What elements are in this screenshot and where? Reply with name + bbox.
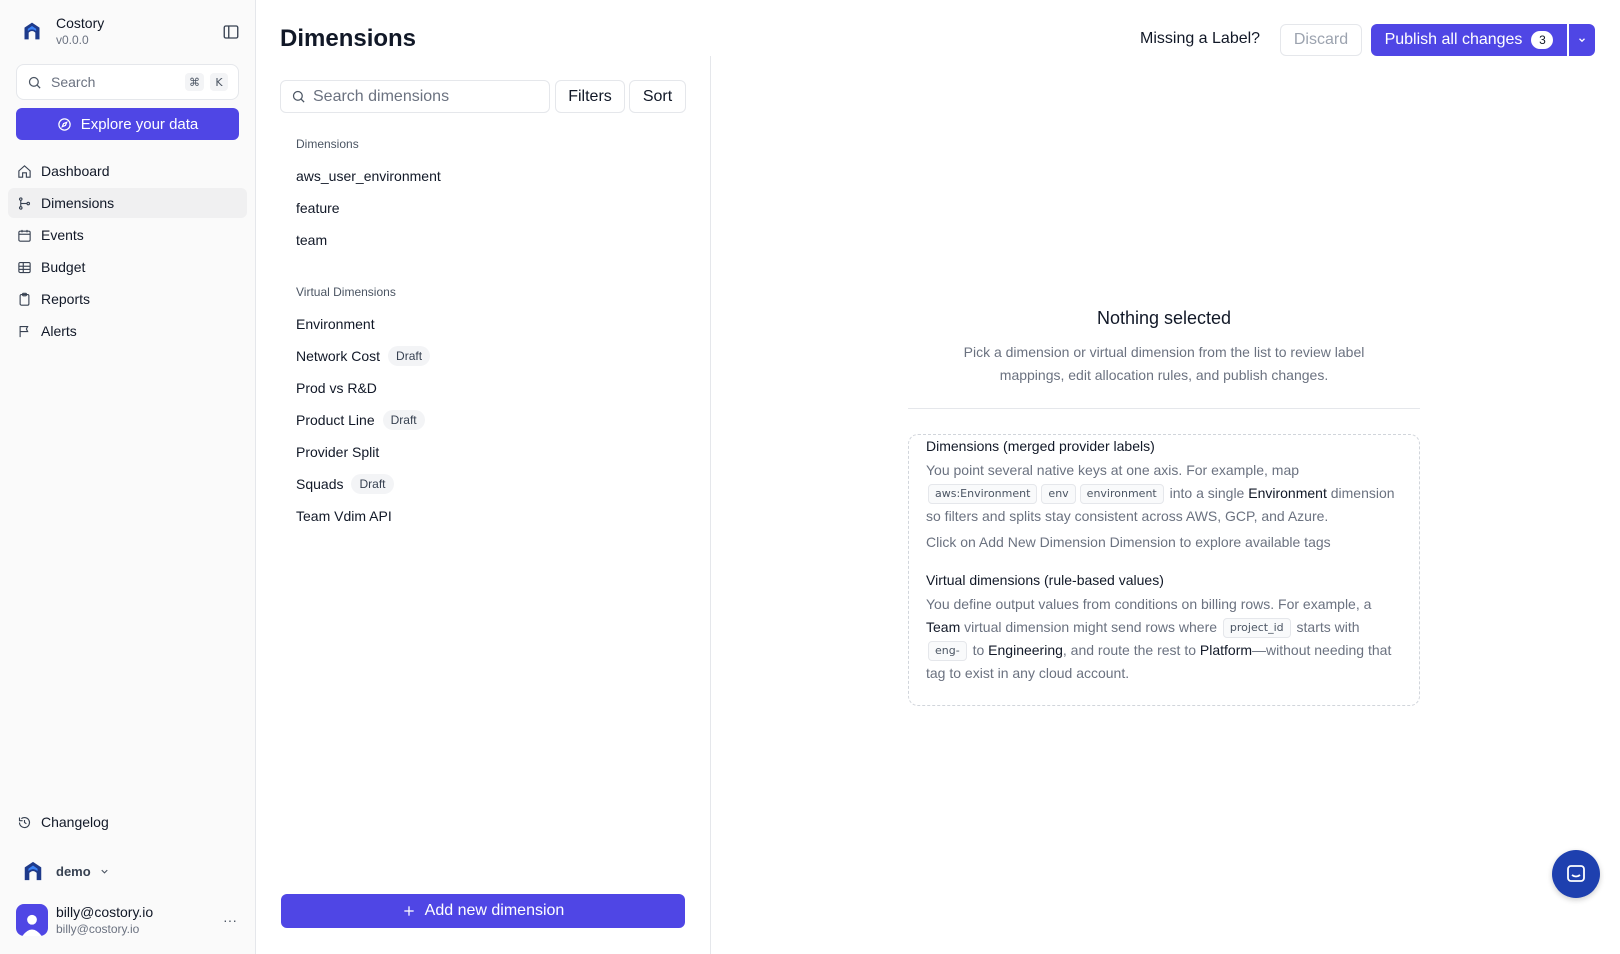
info-text: dimension so filters and splits stay consistent across AWS, GCP, and Azure.: [926, 485, 1395, 524]
shortcut-cmd: ⌘: [185, 73, 204, 91]
info-text: You define output values from conditions on billing rows. For example, a: [926, 596, 1372, 612]
chevron-down-icon: [1577, 35, 1587, 45]
list-item[interactable]: [296, 192, 441, 224]
sidebar-item-label: Budget: [41, 259, 86, 275]
page-title: Dimensions: [280, 25, 417, 52]
code-tag: aws:Environment: [928, 484, 1037, 504]
info-paragraph-dimensions: [926, 459, 1402, 528]
dimension-search-input[interactable]: [280, 80, 550, 113]
sidebar-item-reports[interactable]: [8, 284, 247, 314]
dimensions-section-label: Dimensions: [296, 137, 359, 151]
publish-label: Publish all changes: [1384, 31, 1523, 48]
list-item[interactable]: [296, 500, 430, 532]
list-item-label: Squads: [296, 476, 344, 492]
info-strong: Environment: [1248, 485, 1327, 501]
changelog-link[interactable]: [17, 814, 109, 830]
info-strong: Engineering: [988, 642, 1063, 658]
workspace-logo-icon: [22, 860, 44, 882]
publish-options-button[interactable]: [1569, 24, 1595, 56]
calendar-icon: [17, 228, 32, 243]
list-item[interactable]: [296, 308, 430, 340]
history-icon: [17, 815, 32, 830]
code-tag: project_id: [1223, 618, 1291, 638]
info-text: , and route the rest to: [1062, 642, 1196, 658]
discard-button[interactable]: Discard: [1280, 24, 1362, 56]
sidebar-item-dimensions[interactable]: [8, 188, 247, 218]
brand[interactable]: [22, 14, 104, 48]
user-menu[interactable]: [16, 903, 246, 937]
info-text: to: [972, 642, 985, 658]
code-tag: env: [1041, 484, 1075, 504]
chat-support-button[interactable]: [1552, 850, 1600, 898]
sidebar-item-label: Reports: [41, 291, 91, 307]
list-item-label: team: [296, 232, 328, 248]
info-heading-virtual: Virtual dimensions (rule-based values): [926, 572, 1164, 588]
app-version: v0.0.0: [56, 33, 89, 47]
info-paragraph-hint: Click on Add New Dimension Dimension to explore available tags: [926, 534, 1331, 550]
user-icon: [19, 910, 45, 936]
clipboard-icon: [17, 292, 32, 307]
missing-label-link[interactable]: Missing a Label?: [1140, 30, 1261, 47]
user-email: billy@costory.io: [56, 922, 140, 936]
sidebar-item-budget[interactable]: [8, 252, 247, 282]
search-icon: [291, 89, 306, 104]
code-tag: eng-: [928, 641, 967, 661]
add-new-dimension-button[interactable]: [281, 894, 685, 928]
more-options-icon[interactable]: ···: [223, 912, 237, 928]
costory-logo-icon: [22, 21, 42, 41]
search-icon: [27, 75, 42, 90]
sidebar-item-dashboard[interactable]: [8, 156, 247, 186]
home-icon: [17, 164, 32, 179]
draft-badge: Draft: [383, 410, 425, 430]
git-fork-icon: [17, 196, 32, 211]
list-item-label: Product Line: [296, 412, 375, 428]
virtual-dimensions-list: [296, 308, 430, 532]
sidebar-toggle-icon[interactable]: [222, 23, 240, 41]
app-name: Costory: [56, 15, 105, 31]
list-item-label: Prod vs R&D: [296, 380, 377, 396]
workspace-name: demo: [56, 863, 91, 879]
add-new-dimension-label: Add new dimension: [424, 902, 565, 919]
draft-badge: Draft: [388, 346, 430, 366]
list-item[interactable]: [296, 404, 430, 436]
info-card: [908, 434, 1420, 706]
explore-data-label: Explore your data: [80, 115, 199, 133]
divider: [908, 408, 1420, 409]
info-strong: Platform: [1199, 642, 1253, 658]
shortcut-key: K: [210, 73, 228, 91]
list-item[interactable]: [296, 160, 441, 192]
empty-state-title: Nothing selected: [1096, 308, 1232, 328]
list-item-label: Network Cost: [296, 348, 381, 364]
sidebar-item-label: Dashboard: [41, 163, 110, 179]
info-heading-dimensions: Dimensions (merged provider labels): [926, 438, 1155, 454]
dimension-search-placeholder: Search dimensions: [313, 87, 450, 105]
list-item[interactable]: [296, 436, 430, 468]
info-text: —without needing that tag to exist in any cloud account.: [926, 642, 1392, 681]
search-placeholder: Search: [51, 74, 96, 90]
list-item[interactable]: [296, 224, 441, 256]
flag-icon: [17, 324, 32, 339]
changelog-label: Changelog: [41, 814, 109, 830]
list-item-label: feature: [296, 200, 340, 216]
publish-all-changes-button[interactable]: [1371, 24, 1567, 56]
info-paragraph-virtual: [926, 593, 1402, 685]
list-item-label: Environment: [296, 316, 375, 332]
virtual-dimensions-section-label: Virtual Dimensions: [296, 285, 396, 299]
publish-count-badge: 3: [1531, 31, 1553, 49]
list-item[interactable]: [296, 468, 430, 500]
list-item-label: aws_user_environment: [296, 168, 441, 184]
plus-icon: [402, 904, 416, 918]
sidebar-nav: [8, 156, 247, 348]
sidebar-item-label: Events: [41, 227, 84, 243]
info-text: into a single: [1169, 485, 1245, 501]
draft-badge: Draft: [351, 474, 393, 494]
info-text: You point several native keys at one axis. For example, map: [926, 462, 1300, 478]
compass-icon: [57, 117, 72, 132]
chat-icon: [1564, 862, 1588, 886]
sidebar-item-events[interactable]: [8, 220, 247, 250]
sidebar-item-label: Alerts: [41, 323, 77, 339]
list-item-label: Provider Split: [296, 444, 380, 460]
avatar: [16, 904, 48, 936]
chevron-down-icon: [99, 866, 110, 877]
info-text: starts with: [1296, 619, 1360, 635]
dimensions-list: [296, 160, 441, 256]
explore-data-button[interactable]: [16, 108, 239, 140]
filters-button[interactable]: Filters: [555, 80, 625, 113]
code-tag: environment: [1080, 484, 1164, 504]
info-text: virtual dimension might send rows where: [964, 619, 1218, 635]
sidebar: [0, 0, 256, 954]
sidebar-item-alerts[interactable]: [8, 316, 247, 346]
list-item-label: Team Vdim API: [296, 508, 392, 524]
empty-state-description: Pick a dimension or virtual dimension from the list to review label mappings, edit allocation rules, and publish changes.: [963, 344, 1365, 383]
user-name: billy@costory.io: [56, 904, 154, 920]
sort-button[interactable]: Sort: [629, 80, 686, 113]
sidebar-search[interactable]: [16, 64, 239, 100]
table-icon: [17, 260, 32, 275]
sidebar-item-label: Dimensions: [41, 195, 115, 211]
list-item[interactable]: [296, 340, 430, 372]
info-strong: Team: [926, 619, 961, 635]
workspace-switcher[interactable]: [22, 860, 110, 882]
list-item[interactable]: [296, 372, 430, 404]
